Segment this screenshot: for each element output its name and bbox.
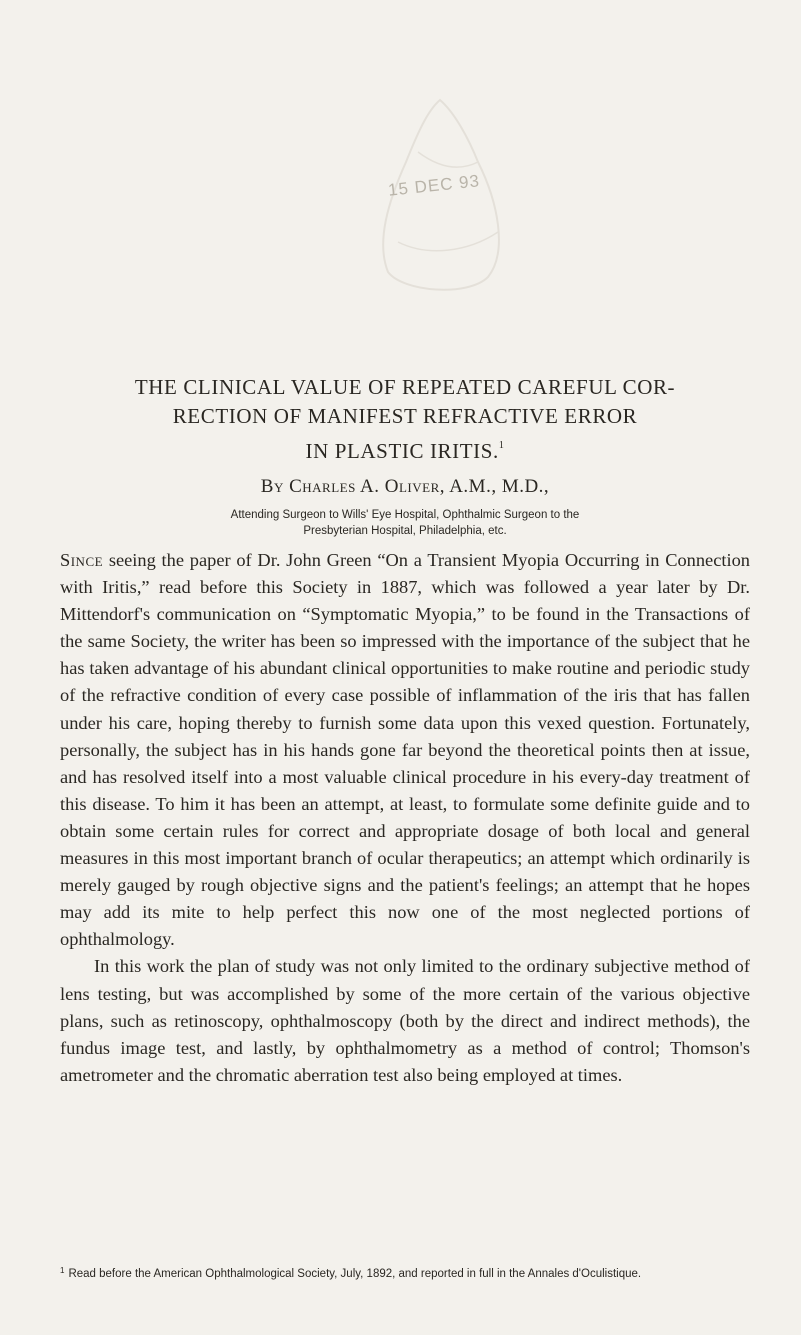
footnote	[60, 1263, 750, 1282]
library-stamp	[358, 92, 523, 302]
affiliation-line-2: Presbyterian Hospital, Philadelphia, etc.	[303, 525, 507, 537]
title-footnote-mark: 1	[498, 440, 505, 451]
title-line-3	[60, 431, 750, 466]
affiliation-line-1: Attending Surgeon to Wills' Eye Hospital, Ophthalmic Surgeon to the	[230, 509, 580, 521]
stamp-date: 15 DEC 93	[387, 171, 481, 200]
lead-word: Since	[60, 550, 104, 570]
title-line-1: THE CLINICAL VALUE OF REPEATED CAREFUL COR-	[134, 375, 676, 399]
footnote-text: Read before the American Ophthalmological Society, July, 1892, and reported in full in the Annales d'Oculistique.	[68, 1268, 642, 1280]
paragraph-2: In this work the plan of study was not only limited to the ordinary subjective method of lens testing, but was accomplished by some of the more certain of the various objective plans, such as retinoscopy, ophthalmoscopy (both by the direct and indirect methods), the fundus image test, and lastly, by ophthalmometry as a method of control; Thomson's ametrometer and the chromatic aberration test also being employed at times.	[60, 956, 750, 1085]
title-line-3-text: IN PLASTIC IRITIS.	[305, 439, 499, 463]
title-line-2: RECTION OF MANIFEST REFRACTIVE ERROR	[172, 404, 638, 428]
article-body	[60, 547, 750, 1089]
author-affiliation	[60, 507, 750, 539]
paragraph-1-text: seeing the paper of Dr. John Green “On a Transient Myopia Occurring in Connection with Iritis,” read before this Society in 1887, which was followed a year later by Dr. Mittendorf's communication on “Symptomatic Myopia,” to be found in the Transactions of the same Society, the writer has been so impressed with the importance of the subject that he has taken advantage of his abundant clinical opportunities to make routine and periodic study of the refractive condition of every case possible of inflammation of the iris that has fallen under his care, hoping thereby to furnish some data upon this vexed question. Fortunately, personally, the subject has in his hands gone far beyond the theoretical points then at issue, and has resolved itself into a most valuable clinical procedure in his every-day treatment of this disease. To him it has been an attempt, at least, to formulate some definite guide and to obtain some certain rules for correct and appropriate dosage of both local and general measures in this most important branch of ocular therapeutics; an attempt which ordinarily is merely gauged by rough objective signs and the patient's feelings; an attempt that he hopes may add its mite to help perfect this now one of the most neglected portions of ophthalmology.	[60, 550, 750, 950]
paragraph-1	[60, 547, 750, 953]
author-byline: By Charles A. Oliver, A.M., M.D.,	[260, 476, 550, 497]
article-title	[60, 373, 750, 466]
footnote-mark: 1	[60, 1266, 65, 1275]
